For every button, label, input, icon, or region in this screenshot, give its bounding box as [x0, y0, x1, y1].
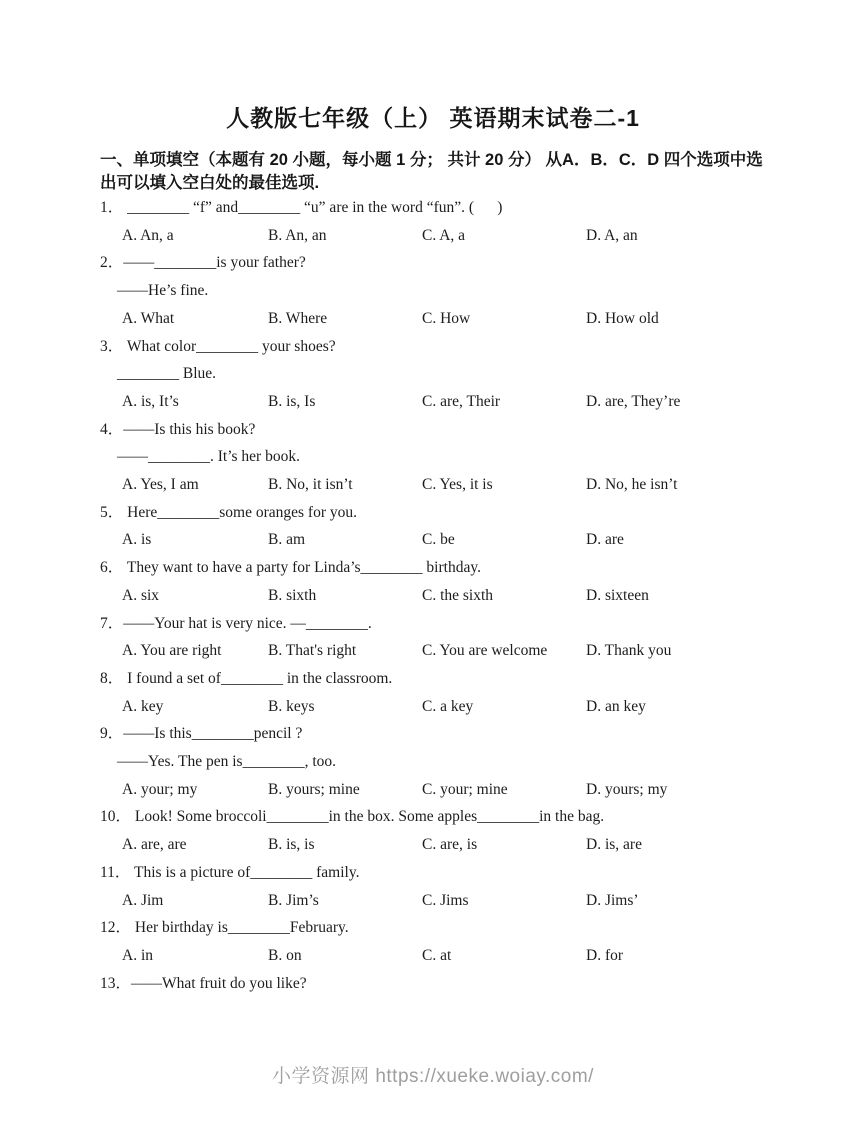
question-10-option-d: D. is, are	[586, 836, 642, 854]
question-4	[100, 416, 778, 499]
footer-watermark: 小学资源网 https://xueke.woiay.com/	[272, 1066, 594, 1087]
section-heading: 一、单项填空（本题有 20 小题，每小题 1 分； 共计 20 分） 从A．B．C．D 四个选项中选出可以填入空白处的最佳选项.	[100, 151, 763, 192]
question-1-option-a: A. An, a	[122, 226, 174, 244]
question-6	[100, 554, 778, 609]
question-10-option-b: B. is, is	[268, 836, 315, 854]
question-11-text-line: 11． This is a picture of________ family.	[100, 863, 360, 881]
question-11	[100, 859, 778, 914]
question-9-option-b: B. yours; mine	[268, 780, 360, 798]
question-10-option-c: C. are, is	[422, 836, 478, 854]
question-3-option-c: C. are, Their	[422, 392, 501, 410]
question-2-option-b: B. Where	[268, 309, 328, 327]
question-5-option-a: A. is	[122, 531, 152, 549]
question-9-option-d: D. yours; my	[586, 780, 668, 798]
question-12-option-d: D. for	[586, 946, 624, 964]
question-7	[100, 610, 778, 665]
page-title: 人教版七年级（上） 英语期末试卷二-1	[226, 105, 640, 131]
question-7-text-line: 7．——Your hat is very nice. —________.	[100, 614, 372, 632]
question-6-option-a: A. six	[122, 586, 160, 604]
question-9-option-c: C. your; mine	[422, 780, 508, 798]
question-6-text-line: 6． They want to have a party for Linda’s________ birthday.	[100, 559, 481, 577]
question-11-option-d: D. Jims’	[586, 891, 639, 909]
question-7-option-c: C. You are welcome	[422, 642, 548, 660]
question-4-option-d: D. No, he isn’t	[586, 476, 678, 494]
question-1-option-d: D. A, an	[586, 226, 638, 244]
question-6-option-c: C. the sixth	[422, 586, 494, 604]
question-2-option-d: D. How old	[586, 309, 659, 327]
question-7-options-row	[100, 637, 778, 665]
question-8-option-b: B. keys	[268, 697, 315, 715]
question-7-option-a: A. You are right	[122, 642, 222, 660]
question-6-options-row	[100, 582, 778, 610]
question-8-option-d: D. an key	[586, 697, 646, 715]
question-8-option-a: A. key	[122, 697, 164, 715]
question-4-option-b: B. No, it isn’t	[268, 476, 353, 494]
question-5-option-d: D. are	[586, 531, 624, 549]
question-1-option-b: B. An, an	[268, 226, 327, 244]
questions-list	[100, 194, 778, 997]
question-6-option-d: D. sixteen	[586, 586, 649, 604]
question-13	[100, 970, 778, 998]
question-1-options-row	[100, 222, 778, 250]
question-8-text-line: 8． I found a set of________ in the classroom.	[100, 669, 393, 687]
question-3-text-line: 3． What color________ your shoes?	[100, 337, 336, 355]
question-10-options-row	[100, 831, 778, 859]
question-3-options-row	[100, 388, 778, 416]
question-5	[100, 499, 778, 554]
question-10	[100, 803, 778, 858]
question-3-option-d: D. are, They’re	[586, 392, 681, 410]
question-2	[100, 249, 778, 332]
question-11-option-c: C. Jims	[422, 891, 469, 909]
question-12-option-c: C. at	[422, 946, 452, 964]
question-11-option-b: B. Jim’s	[268, 891, 319, 909]
question-4-option-c: C. Yes, it is	[422, 476, 493, 494]
question-8	[100, 665, 778, 720]
question-3-option-b: B. is, Is	[268, 392, 316, 410]
question-1-text-line: 1． ________ “f” and________ “u” are in the word “fun”. ( )	[100, 199, 503, 216]
question-5-option-c: C. be	[422, 531, 455, 549]
question-9	[100, 720, 778, 803]
question-9-text-line: 9．——Is this________pencil ?	[100, 725, 303, 743]
question-10-option-a: A. are, are	[122, 836, 187, 854]
question-4-option-a: A. Yes, I am	[122, 476, 199, 494]
question-2-option-c: C. How	[422, 309, 471, 327]
question-12	[100, 914, 778, 969]
question-2-option-a: A. What	[122, 309, 175, 327]
question-4-text-line: 4．——Is this his book?	[100, 420, 256, 438]
question-2-text-line: 2．——________is your father?	[100, 254, 306, 272]
question-6-option-b: B. sixth	[268, 586, 317, 604]
question-4-text-line: ——________. It’s her book.	[117, 448, 300, 466]
question-5-options-row	[100, 526, 778, 554]
question-11-options-row	[100, 887, 778, 915]
question-8-options-row	[100, 693, 778, 721]
question-1-option-c: C. A, a	[422, 226, 466, 244]
question-9-option-a: A. your; my	[122, 780, 198, 798]
question-4-options-row	[100, 471, 778, 499]
question-7-option-b: B. That's right	[268, 642, 357, 660]
question-13-text-line: 13．——What fruit do you like?	[100, 974, 307, 992]
question-11-option-a: A. Jim	[122, 891, 164, 909]
question-12-option-b: B. on	[268, 946, 302, 964]
question-12-option-a: A. in	[122, 946, 153, 964]
question-9-text-line: ——Yes. The pen is________, too.	[117, 753, 337, 771]
question-7-option-d: D. Thank you	[586, 642, 672, 660]
question-5-text-line: 5． Here________some oranges for you.	[100, 503, 357, 521]
question-3-option-a: A. is, It’s	[122, 392, 179, 410]
question-3-text-line: ________ Blue.	[117, 365, 217, 383]
question-1	[100, 194, 778, 249]
question-3	[100, 333, 778, 416]
question-2-text-line: ——He’s fine.	[117, 282, 209, 300]
question-9-options-row	[100, 776, 778, 804]
question-12-options-row	[100, 942, 778, 970]
question-2-options-row	[100, 305, 778, 333]
question-5-option-b: B. am	[268, 531, 306, 549]
question-8-option-c: C. a key	[422, 697, 474, 715]
question-12-text-line: 12． Her birthday is________February.	[100, 919, 349, 937]
question-10-text-line: 10． Look! Some broccoli________in the box. Some apples________in the bag.	[100, 808, 605, 826]
